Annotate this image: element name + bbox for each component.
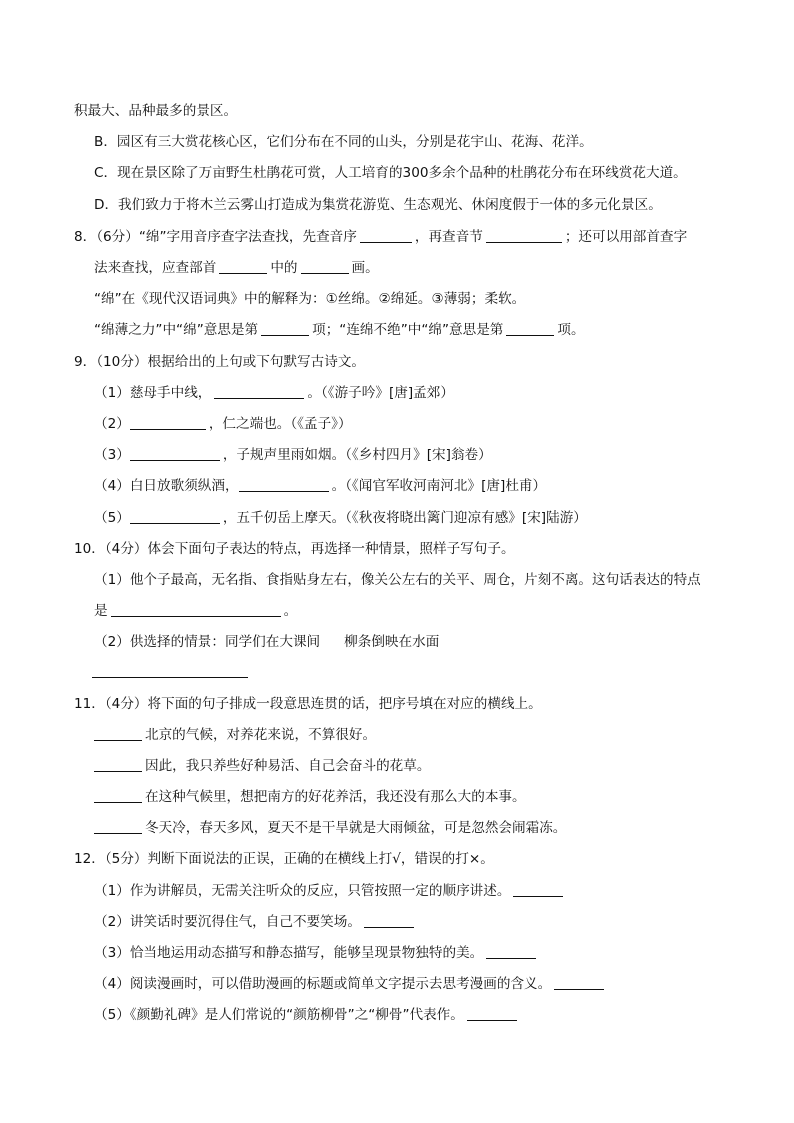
q9-text: （5） <box>94 510 130 526</box>
answer-blank[interactable] <box>130 509 220 524</box>
question-12-item <box>94 881 566 901</box>
question-8-line2 <box>94 258 379 278</box>
answer-blank[interactable] <box>301 259 349 274</box>
q10-text: 柳条倒映在水面 <box>344 634 440 650</box>
q9-text: 。（《闻官军收河南河北》[唐]杜甫） <box>331 478 547 494</box>
text: B．园区有三大赏花核心区，它们分布在不同的山头，分别是花宇山、花海、花洋。 <box>94 134 593 150</box>
q8-text: 画。 <box>351 260 379 276</box>
option-c <box>94 163 687 183</box>
q9-text: （3） <box>94 447 130 463</box>
q12-text: （1）作为讲解员，无需关注听众的反应，只管按照一定的顺序讲述。 <box>94 883 511 899</box>
q11-text: 冬天冷，春天多风，夏天不是干旱就是大雨倾盆，可是忽然会闹霜冻。 <box>145 820 567 836</box>
question-8-line4 <box>94 320 585 340</box>
q8-text: 8．（6分）“绵”字用音序查字法查找，先查音序 <box>74 229 357 245</box>
q9-text: （2） <box>94 416 130 432</box>
q12-text: （3）恰当地运用动态描写和静态描写，能够呈现景物独特的美。 <box>94 945 484 961</box>
q10-text: （2）供选择的情景：同学们在大课间 <box>94 634 321 650</box>
answer-blank[interactable] <box>92 676 248 678</box>
question-11-item <box>94 756 430 776</box>
q9-text: （4）白日放歌须纵酒， <box>94 478 239 494</box>
question-8 <box>74 227 687 247</box>
question-12-item <box>94 1005 520 1025</box>
question-12 <box>74 849 494 869</box>
option-a-continuation <box>74 101 237 121</box>
question-10-item1-answer <box>94 601 297 621</box>
answer-blank[interactable] <box>94 757 142 772</box>
question-9-item <box>94 414 352 434</box>
question-9-item <box>94 476 546 496</box>
q9-text: （1）慈母手中线， <box>94 385 212 401</box>
text: C．现在景区除了万亩野生杜鹃花可赏，人工培育的300多余个品种的杜鹃花分布在环线赏花大道。 <box>94 165 687 181</box>
answer-blank[interactable] <box>111 602 281 617</box>
question-12-item <box>94 912 417 932</box>
q8-text: 项；“连绵不绝”中“绵”意思是第 <box>312 322 504 338</box>
answer-blank[interactable] <box>506 321 554 336</box>
q9-text: ，子规声里雨如烟。（《乡村四月》[宋]翁卷） <box>222 447 492 463</box>
answer-blank[interactable] <box>130 446 220 461</box>
answer-blank[interactable] <box>261 321 309 336</box>
q11-text: 因此，我只养些好种易活、自己会奋斗的花草。 <box>145 758 431 774</box>
q10-text: 。 <box>283 603 298 619</box>
answer-blank[interactable] <box>554 975 604 990</box>
q8-text: 中的 <box>270 260 298 276</box>
q8-text: ，再查音节 <box>414 229 483 245</box>
question-9-item <box>94 445 492 465</box>
q10-text: 10．（4分）体会下面句子表达的特点，再选择一种情景，照样子写句子。 <box>74 541 515 557</box>
option-d <box>94 195 662 215</box>
question-10-item1 <box>94 570 701 590</box>
answer-blank[interactable] <box>467 1006 517 1021</box>
question-9 <box>74 352 365 372</box>
q9-text: ，五千仞岳上摩天。（《秋夜将晓出篱门迎凉有感》[宋]陆游） <box>222 510 587 526</box>
q8-text: 项。 <box>557 322 585 338</box>
q9-text: 9．（10分）根据给出的上句或下句默写古诗文。 <box>74 354 366 370</box>
question-9-item <box>94 508 587 528</box>
q12-text: （2）讲笑话时要沉得住气，自己不要笑场。 <box>94 914 361 930</box>
q12-text: （5）《颜勤礼碑》是人们常说的“颜筋柳骨”之“柳骨”代表作。 <box>94 1007 464 1023</box>
q8-text: “绵薄之力”中“绵”意思是第 <box>94 322 259 338</box>
q9-text: ，仁之端也。（《孟子》） <box>208 416 352 432</box>
q11-text: 在这种气候里，想把南方的好花养活，我还没有那么大的本事。 <box>145 789 526 805</box>
answer-blank[interactable] <box>513 882 563 897</box>
text: D．我们致力于将木兰云雾山打造成为集赏花游览、生态观光、休闲度假于一体的多元化景区。 <box>94 197 662 213</box>
q11-text: 11．（4分）将下面的句子排成一段意思连贯的话，把序号填在对应的横线上。 <box>74 696 542 712</box>
answer-blank[interactable] <box>219 259 267 274</box>
answer-blank[interactable] <box>360 228 412 243</box>
q8-text: “绵”在《现代汉语词典》中的解释为：①丝绵。②绵延。③薄弱；柔软。 <box>94 291 526 307</box>
q9-text: 。（《游子吟》[唐]孟郊） <box>307 385 454 401</box>
answer-blank[interactable] <box>94 726 142 741</box>
question-8-definition <box>94 289 525 309</box>
answer-blank[interactable] <box>486 228 562 243</box>
question-10-item2 <box>94 632 439 652</box>
answer-blank[interactable] <box>239 477 329 492</box>
question-12-item <box>94 974 607 994</box>
q8-text: ；还可以用部首查字 <box>564 229 688 245</box>
answer-blank[interactable] <box>94 819 142 834</box>
answer-blank[interactable] <box>486 944 536 959</box>
q12-text: （4）阅读漫画时，可以借助漫画的标题或简单文字提示去思考漫画的含义。 <box>94 976 552 992</box>
q8-text: 法来查找，应查部首 <box>94 260 217 276</box>
q12-text: 12．（5分）判断下面说法的正误，正确的在横线上打√，错误的打×。 <box>74 851 494 867</box>
text: 积最大、品种最多的景区。 <box>74 103 238 119</box>
answer-blank[interactable] <box>94 788 142 803</box>
question-9-item <box>94 383 454 403</box>
question-12-item <box>94 943 539 963</box>
q11-text: 北京的气候，对养花来说，不算很好。 <box>145 727 377 743</box>
question-11-item <box>94 787 526 807</box>
question-11-item <box>94 725 376 745</box>
option-b <box>94 132 593 152</box>
question-10 <box>74 539 515 559</box>
answer-blank[interactable] <box>214 384 304 399</box>
q10-text: 是 <box>94 603 108 619</box>
answer-blank[interactable] <box>364 913 414 928</box>
q10-text: （1）他个子最高，无名指、食指贴身左右，像关公左右的关平、周仓，片刻不离。这句话表达的特点 <box>94 572 701 588</box>
question-11 <box>74 694 542 714</box>
question-11-item <box>94 818 566 838</box>
answer-blank[interactable] <box>130 415 206 430</box>
